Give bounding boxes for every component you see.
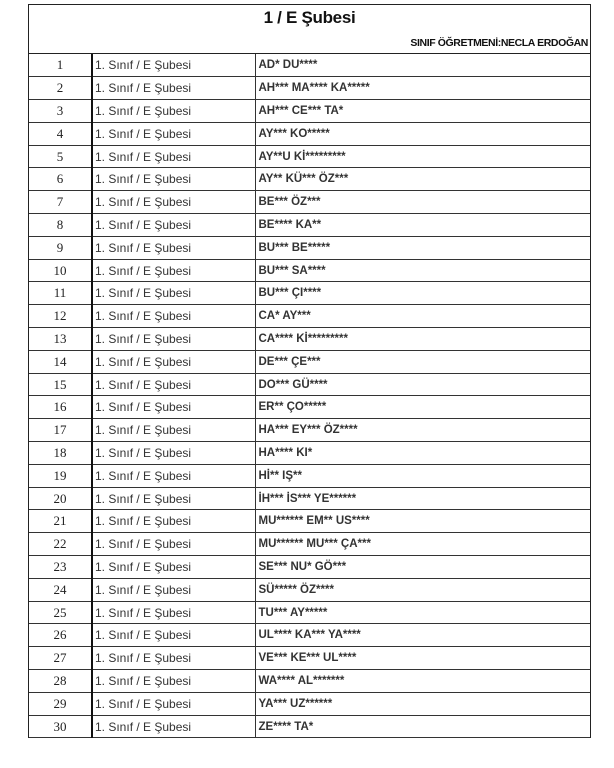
row-number: 24 bbox=[29, 578, 92, 601]
teacher-label: SINIF ÖĞRETMENİ:NECLA ERDOĞAN bbox=[410, 37, 588, 49]
row-number: 4 bbox=[29, 122, 92, 145]
student-name: VE*** KE*** UL**** bbox=[255, 647, 590, 670]
row-number: 3 bbox=[29, 100, 92, 123]
row-number: 7 bbox=[29, 191, 92, 214]
class-cell: 1. Sınıf / E Şubesi bbox=[92, 305, 255, 328]
table-row bbox=[29, 533, 590, 556]
class-cell: 1. Sınıf / E Şubesi bbox=[92, 601, 255, 624]
student-name: DO*** GÜ**** bbox=[255, 373, 590, 396]
student-name: UL**** KA*** YA**** bbox=[255, 624, 590, 647]
class-cell: 1. Sınıf / E Şubesi bbox=[92, 350, 255, 373]
student-name: AY**U Kİ********* bbox=[255, 145, 590, 168]
class-cell: 1. Sınıf / E Şubesi bbox=[92, 214, 255, 237]
student-name: BE*** ÖZ*** bbox=[255, 191, 590, 214]
class-cell: 1. Sınıf / E Şubesi bbox=[92, 692, 255, 715]
row-number: 18 bbox=[29, 442, 92, 465]
student-name: AY** KÜ*** ÖZ*** bbox=[255, 168, 590, 191]
row-number: 14 bbox=[29, 350, 92, 373]
class-cell: 1. Sınıf / E Şubesi bbox=[92, 77, 255, 100]
class-cell: 1. Sınıf / E Şubesi bbox=[92, 122, 255, 145]
student-name: BU*** SA**** bbox=[255, 259, 590, 282]
table-row bbox=[29, 624, 590, 647]
class-cell: 1. Sınıf / E Şubesi bbox=[92, 533, 255, 556]
class-cell: 1. Sınıf / E Şubesi bbox=[92, 145, 255, 168]
table-row bbox=[29, 100, 590, 123]
row-number: 15 bbox=[29, 373, 92, 396]
table-row bbox=[29, 578, 590, 601]
class-cell: 1. Sınıf / E Şubesi bbox=[92, 715, 255, 738]
class-cell: 1. Sınıf / E Şubesi bbox=[92, 670, 255, 693]
row-number: 2 bbox=[29, 77, 92, 100]
table-row bbox=[29, 670, 590, 693]
row-number: 12 bbox=[29, 305, 92, 328]
table-row bbox=[29, 54, 590, 77]
table-row bbox=[29, 647, 590, 670]
student-name: ER** ÇO***** bbox=[255, 396, 590, 419]
class-cell: 1. Sınıf / E Şubesi bbox=[92, 282, 255, 305]
row-number: 22 bbox=[29, 533, 92, 556]
table-row bbox=[29, 214, 590, 237]
student-name: AH*** CE*** TA* bbox=[255, 100, 590, 123]
sheet-header bbox=[29, 5, 590, 54]
class-cell: 1. Sınıf / E Şubesi bbox=[92, 510, 255, 533]
class-cell: 1. Sınıf / E Şubesi bbox=[92, 442, 255, 465]
class-cell: 1. Sınıf / E Şubesi bbox=[92, 396, 255, 419]
row-number: 30 bbox=[29, 715, 92, 738]
class-cell: 1. Sınıf / E Şubesi bbox=[92, 647, 255, 670]
row-number: 16 bbox=[29, 396, 92, 419]
table-row bbox=[29, 122, 590, 145]
table-row bbox=[29, 396, 590, 419]
row-number: 17 bbox=[29, 419, 92, 442]
student-name: AY*** KO***** bbox=[255, 122, 590, 145]
student-name: SE*** NU* GÖ*** bbox=[255, 556, 590, 579]
class-cell: 1. Sınıf / E Şubesi bbox=[92, 100, 255, 123]
row-number: 27 bbox=[29, 647, 92, 670]
table-row bbox=[29, 282, 590, 305]
student-name: YA*** UZ****** bbox=[255, 692, 590, 715]
row-number: 10 bbox=[29, 259, 92, 282]
row-number: 29 bbox=[29, 692, 92, 715]
row-number: 20 bbox=[29, 487, 92, 510]
row-number: 9 bbox=[29, 236, 92, 259]
table-row bbox=[29, 236, 590, 259]
student-name: DE*** ÇE*** bbox=[255, 350, 590, 373]
student-name: TU*** AY***** bbox=[255, 601, 590, 624]
table-row bbox=[29, 77, 590, 100]
table-row bbox=[29, 145, 590, 168]
class-cell: 1. Sınıf / E Şubesi bbox=[92, 578, 255, 601]
class-cell: 1. Sınıf / E Şubesi bbox=[92, 419, 255, 442]
student-name: AD* DU**** bbox=[255, 54, 590, 77]
table-row bbox=[29, 373, 590, 396]
student-name: ZE**** TA* bbox=[255, 715, 590, 738]
class-cell: 1. Sınıf / E Şubesi bbox=[92, 373, 255, 396]
student-name: HA*** EY*** ÖZ**** bbox=[255, 419, 590, 442]
row-number: 11 bbox=[29, 282, 92, 305]
table-row bbox=[29, 168, 590, 191]
class-cell: 1. Sınıf / E Şubesi bbox=[92, 328, 255, 351]
row-number: 8 bbox=[29, 214, 92, 237]
class-cell: 1. Sınıf / E Şubesi bbox=[92, 236, 255, 259]
student-name: İH*** İS*** YE****** bbox=[255, 487, 590, 510]
row-number: 21 bbox=[29, 510, 92, 533]
student-name: SÜ***** ÖZ**** bbox=[255, 578, 590, 601]
row-number: 5 bbox=[29, 145, 92, 168]
student-name: BU*** ÇI**** bbox=[255, 282, 590, 305]
student-name: HA**** KI* bbox=[255, 442, 590, 465]
student-name: MU****** MU*** ÇA*** bbox=[255, 533, 590, 556]
page-title: 1 / E Şubesi bbox=[263, 8, 356, 27]
class-cell: 1. Sınıf / E Şubesi bbox=[92, 54, 255, 77]
class-cell: 1. Sınıf / E Şubesi bbox=[92, 191, 255, 214]
student-name: BU*** BE***** bbox=[255, 236, 590, 259]
row-number: 25 bbox=[29, 601, 92, 624]
row-number: 26 bbox=[29, 624, 92, 647]
row-number: 23 bbox=[29, 556, 92, 579]
row-number: 28 bbox=[29, 670, 92, 693]
table-row bbox=[29, 715, 590, 738]
class-list-sheet bbox=[28, 4, 591, 738]
table-row bbox=[29, 442, 590, 465]
row-number: 19 bbox=[29, 464, 92, 487]
table-row bbox=[29, 601, 590, 624]
class-cell: 1. Sınıf / E Şubesi bbox=[92, 487, 255, 510]
student-table bbox=[29, 54, 590, 738]
row-number: 13 bbox=[29, 328, 92, 351]
student-name: Hİ** IŞ** bbox=[255, 464, 590, 487]
row-number: 1 bbox=[29, 54, 92, 77]
class-cell: 1. Sınıf / E Şubesi bbox=[92, 168, 255, 191]
table-row bbox=[29, 556, 590, 579]
student-name: WA**** AL******* bbox=[255, 670, 590, 693]
class-cell: 1. Sınıf / E Şubesi bbox=[92, 624, 255, 647]
student-name: AH*** MA**** KA***** bbox=[255, 77, 590, 100]
table-row bbox=[29, 328, 590, 351]
student-name: CA**** Kİ********* bbox=[255, 328, 590, 351]
table-row bbox=[29, 305, 590, 328]
class-cell: 1. Sınıf / E Şubesi bbox=[92, 259, 255, 282]
table-row bbox=[29, 510, 590, 533]
table-row bbox=[29, 191, 590, 214]
row-number: 6 bbox=[29, 168, 92, 191]
table-row bbox=[29, 419, 590, 442]
student-name: CA* AY*** bbox=[255, 305, 590, 328]
table-row bbox=[29, 350, 590, 373]
table-row bbox=[29, 692, 590, 715]
table-row bbox=[29, 259, 590, 282]
student-name: MU****** EM** US**** bbox=[255, 510, 590, 533]
table-row bbox=[29, 464, 590, 487]
class-cell: 1. Sınıf / E Şubesi bbox=[92, 464, 255, 487]
class-cell: 1. Sınıf / E Şubesi bbox=[92, 556, 255, 579]
student-name: BE**** KA** bbox=[255, 214, 590, 237]
table-row bbox=[29, 487, 590, 510]
